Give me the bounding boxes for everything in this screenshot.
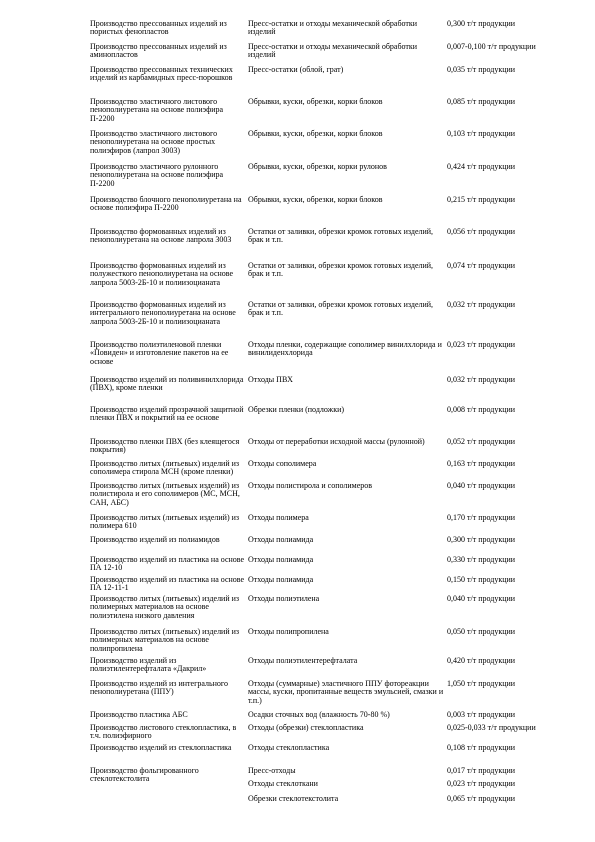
waste-cell: Отходы полипропилена bbox=[248, 627, 329, 636]
norm-cell: 0,040 т/т продукции bbox=[447, 481, 516, 490]
production-cell: Производство изделий из стеклопластика bbox=[90, 743, 232, 752]
production-cell: Производство литых (литьевых изделий) из полимера 610 bbox=[90, 513, 240, 531]
norm-cell: 0,170 т/т продукции bbox=[447, 513, 516, 522]
norm-cell: 0,300 т/т продукции bbox=[447, 535, 516, 544]
norm-cell: 0,330 т/т продукции bbox=[447, 555, 516, 564]
production-cell: Производство эластичного листового пенополиуретана на основе простых полиэфиров (лапрол 3003) bbox=[90, 129, 218, 155]
waste-cell: Отходы полиамида bbox=[248, 575, 314, 584]
norm-cell: 0,074 т/т продукции bbox=[447, 261, 516, 270]
norm-cell: 0,056 т/т продукции bbox=[447, 227, 516, 236]
waste-cell: Отходы полиамида bbox=[248, 535, 314, 544]
norm-cell: 0,103 т/т продукции bbox=[447, 129, 516, 138]
production-cell: Производство прессованных изделий из пористых фенопластов bbox=[90, 19, 227, 37]
waste-cell: Пресс-остатки и отходы механической обработки изделий bbox=[248, 42, 418, 60]
waste-cell: Обрывки, куски, обрезки, корки блоков bbox=[248, 129, 383, 138]
waste-cell: Отходы пленки, содержащие сополимер винилхлорида и винилиденхлорида bbox=[248, 340, 442, 358]
norm-cell: 0,300 т/т продукции bbox=[447, 19, 516, 28]
norm-cell: 0,085 т/т продукции bbox=[447, 97, 516, 106]
waste-cell: Остатки от заливки, обрезки кромок готовых изделий, брак и т.п. bbox=[248, 300, 434, 318]
norm-cell: 0,040 т/т продукции bbox=[447, 594, 516, 603]
production-cell: Производство изделий из полиамидов bbox=[90, 535, 220, 544]
production-cell: Производство листового стеклопластика, в т.ч. полиэфирного bbox=[90, 723, 237, 741]
norm-cell: 0,150 т/т продукции bbox=[447, 575, 516, 584]
norm-cell: 0,017 т/т продукции bbox=[447, 766, 516, 775]
production-cell: Производство прессованных изделий из аминопластов bbox=[90, 42, 227, 60]
production-cell: Производство литых (литьевых) изделий из сополимера стирола МСН (кроме пленки) bbox=[90, 459, 240, 477]
norm-cell: 0,108 т/т продукции bbox=[447, 743, 516, 752]
waste-cell: Обрывки, куски, обрезки, корки блоков bbox=[248, 97, 383, 106]
norm-cell: 0,052 т/т продукции bbox=[447, 437, 516, 446]
norm-cell: 0,065 т/т продукции bbox=[447, 794, 516, 803]
production-cell: Производство изделий из пластика на основе ПА 12-11-1 bbox=[90, 575, 245, 593]
waste-cell: Отходы полимера bbox=[248, 513, 309, 522]
norm-cell: 0,023 т/т продукции bbox=[447, 340, 516, 349]
waste-cell: Отходы стеклоткани bbox=[248, 779, 318, 788]
production-cell: Производство фольгированного стеклотекстолита bbox=[90, 766, 199, 784]
norm-cell: 0,424 т/т продукции bbox=[447, 162, 516, 171]
production-cell: Производство пленки ПВХ (без клеящегося покрытия) bbox=[90, 437, 240, 455]
production-cell: Производство литых (литьевых) изделий из полимерных материалов на основе полипропилена bbox=[90, 627, 240, 653]
production-cell: Производство формованных изделий из пенополиуретана на основе лапрола 3003 bbox=[90, 227, 232, 245]
norm-cell: 0,035 т/т продукции bbox=[447, 65, 516, 74]
norm-cell: 0,050 т/т продукции bbox=[447, 627, 516, 636]
waste-cell: Пресс-отходы bbox=[248, 766, 296, 775]
waste-cell: Отходы полистирола и сополимеров bbox=[248, 481, 373, 490]
waste-cell: Обрывки, куски, обрезки, корки рулонов bbox=[248, 162, 387, 171]
norm-cell: 0,007-0,100 т/т продукции bbox=[447, 42, 536, 51]
production-cell: Производство блочного пенополиуретана на основе полиэфира П-2200 bbox=[90, 195, 242, 213]
norm-cell: 0,032 т/т продукции bbox=[447, 375, 516, 384]
waste-cell: Отходы ПВХ bbox=[248, 375, 293, 384]
waste-cell: Отходы сополимера bbox=[248, 459, 317, 468]
norm-cell: 0,420 т/т продукции bbox=[447, 656, 516, 665]
waste-cell: Отходы (суммарные) эластичного ППУ фотореакции массы, куски, пропитанные веществ эмульсией, смазки и т.п.) bbox=[248, 679, 444, 705]
waste-cell: Обрывки, куски, обрезки, корки блоков bbox=[248, 195, 383, 204]
production-cell: Производство полиэтиленовой пленки «Повиден» и изготовление пакетов на ее основе bbox=[90, 340, 229, 366]
production-cell: Производство изделий из полиэтилентерефталата «Дакрил» bbox=[90, 656, 207, 674]
production-cell: Производство литых (литьевых) изделий из полимерных материалов на основе полиэтилена низкого давления bbox=[90, 594, 240, 620]
norm-cell: 1,050 т/т продукции bbox=[447, 679, 516, 688]
production-cell: Производство пластика АБС bbox=[90, 710, 188, 719]
production-cell: Производство формованных изделий из полужесткого пенополиуретана на основе лапрола 5003-2Б-10 и полиизоцианата bbox=[90, 261, 234, 287]
waste-cell: Отходы полиэтилена bbox=[248, 594, 320, 603]
waste-cell: Пресс-остатки и отходы механической обработки изделий bbox=[248, 19, 418, 37]
production-cell: Производство эластичного рулонного пенополиуретана на основе полиэфира П-2200 bbox=[90, 162, 224, 188]
waste-cell: Остатки от заливки, обрезки кромок готовых изделий, брак и т.п. bbox=[248, 261, 434, 279]
production-cell: Производство эластичного листового пенополиуретана на основе полиэфира П-2200 bbox=[90, 97, 224, 123]
production-cell: Производство прессованных технических изделий из карбамидных пресс-порошков bbox=[90, 65, 233, 83]
norm-cell: 0,163 т/т продукции bbox=[447, 459, 516, 468]
waste-cell: Отходы от переработки исходной массы (рулонной) bbox=[248, 437, 425, 446]
waste-cell: Обрезки пленки (подложки) bbox=[248, 405, 345, 414]
waste-cell: Пресс-остатки (облой, грат) bbox=[248, 65, 344, 74]
waste-cell: Отходы стеклопластика bbox=[248, 743, 330, 752]
norm-cell: 0,023 т/т продукции bbox=[447, 779, 516, 788]
waste-cell: Обрезки стеклотекстолита bbox=[248, 794, 339, 803]
waste-cell: Отходы (обрезки) стеклопластика bbox=[248, 723, 364, 732]
waste-cell: Осадки сточных вод (влажность 70-80 %) bbox=[248, 710, 390, 719]
norm-cell: 0,032 т/т продукции bbox=[447, 300, 516, 309]
norm-cell: 0,025-0,033 т/т продукции bbox=[447, 723, 536, 732]
norm-cell: 0,008 т/т продукции bbox=[447, 405, 516, 414]
production-cell: Производство литых (литьевых изделий) из полистирола и его сополимеров (МС, МСН, САН, АБС) bbox=[90, 481, 240, 507]
production-cell: Производство изделий из пластика на основе ПА 12-10 bbox=[90, 555, 245, 573]
waste-cell: Отходы полиэтилентерефталата bbox=[248, 656, 358, 665]
production-cell: Производство изделий прозрачной защитной пленки ПВХ и покрытий на ее основе bbox=[90, 405, 244, 423]
norm-cell: 0,003 т/т продукции bbox=[447, 710, 516, 719]
production-cell: Производство изделий из поливинилхлорида (ПВХ), кроме пленки bbox=[90, 375, 244, 393]
production-cell: Производство изделий из интегрального пенополиуретана (ППУ) bbox=[90, 679, 228, 697]
waste-cell: Остатки от заливки, обрезки кромок готовых изделий, брак и т.п. bbox=[248, 227, 434, 245]
waste-cell: Отходы полиамида bbox=[248, 555, 314, 564]
production-cell: Производство формованных изделий из интегрального пенополиуретана на основе лапрола 5003-2Б-10 и полиизоцианата bbox=[90, 300, 236, 326]
norm-cell: 0,215 т/т продукции bbox=[447, 195, 516, 204]
